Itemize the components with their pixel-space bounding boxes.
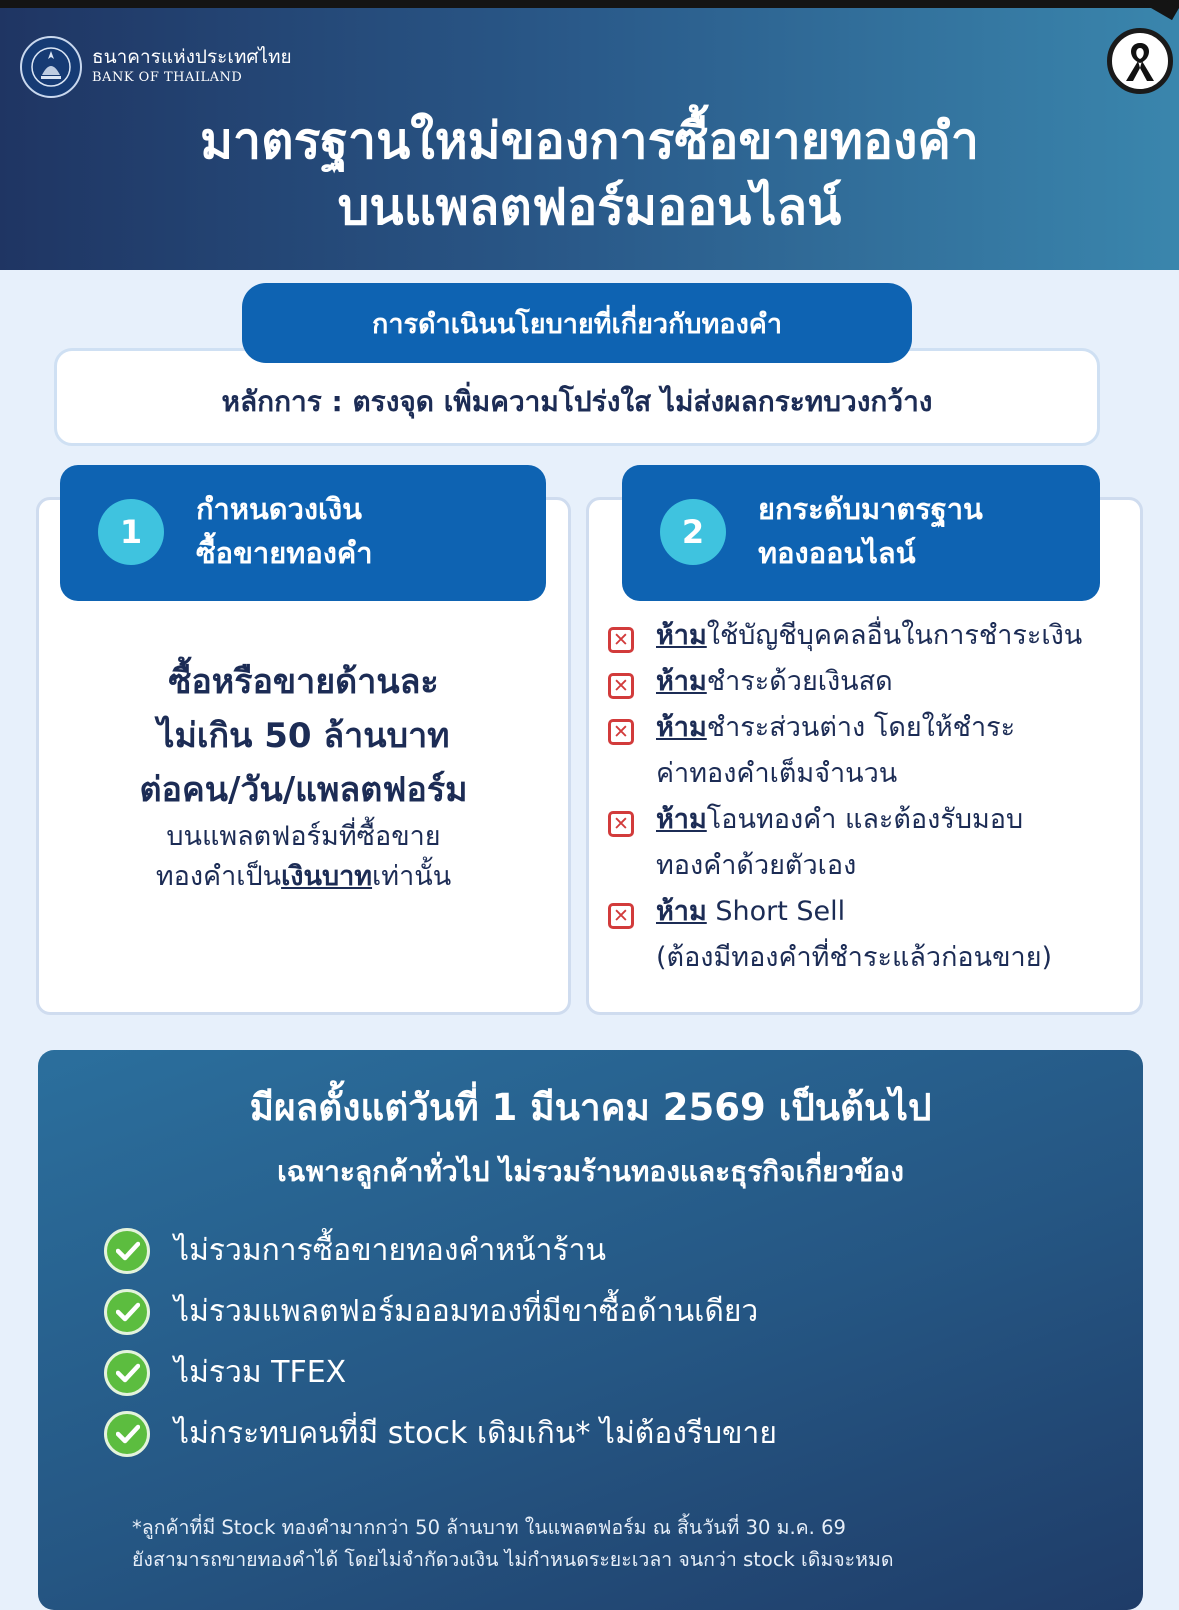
limit-description [36, 655, 571, 897]
limit-note-post: เท่านั้น [372, 861, 452, 892]
title-line-2: บนแพลตฟอร์มออนไลน์ [337, 178, 842, 236]
check-text: ไม่รวมแพลตฟอร์มออมทองที่มีขาซื้อด้านเดียว [174, 1294, 759, 1329]
limit-line-3: ต่อคน/วัน/แพลตฟอร์ม [139, 770, 468, 810]
bank-seal-icon [20, 36, 82, 98]
rules-list [606, 613, 1126, 981]
logo-thai-text: ธนาคารแห่งประเทศไทย [92, 46, 292, 68]
ban-word: ห้าม [656, 620, 707, 651]
limit-note-line-2 [36, 857, 571, 897]
list-item [104, 1411, 777, 1472]
number-badge-2: 2 [660, 499, 726, 565]
footnote [132, 1512, 893, 1576]
list-item [606, 889, 1126, 981]
list-item [104, 1289, 777, 1350]
card-standards-title-line-1: ยกระดับมาตรฐาน [758, 492, 983, 526]
limit-line-1: ซื้อหรือขายด้านละ [168, 662, 439, 702]
footnote-line-2: ยังสามารถขายทองคำได้ โดยไม่จำกัดวงเงิน ไม่กำหนดระยะเวลา จนกว่า stock เดิมจะหมด [132, 1548, 894, 1571]
card-standards-title-line-2: ทองออนไลน์ [758, 536, 916, 570]
effective-subtitle: เฉพาะลูกค้าทั่วไป ไม่รวมร้านทองและธุรกิจเกี่ยวข้อง [277, 1155, 904, 1188]
list-item [606, 797, 1126, 889]
list-item [606, 705, 1126, 797]
x-box-icon: ✕ [608, 673, 634, 699]
limit-line-2: ไม่เกิน 50 ล้านบาท [157, 716, 450, 756]
title-line-1: มาตรฐานใหม่ของการซื้อขายทองคำ [200, 112, 979, 170]
rule-text-cont: ทองคำด้วยตัวเอง [656, 850, 857, 881]
rule-text: ชำระด้วยเงินสด [706, 666, 893, 697]
ban-word: ห้าม [656, 896, 707, 927]
card-limit-title-line-1: กำหนดวงเงิน [196, 492, 362, 526]
black-ribbon-icon [1107, 28, 1173, 94]
policy-label: การดำเนินนโยบายที่เกี่ยวกับทองคำ [242, 283, 912, 363]
card-limit-title-line-2: ซื้อขายทองคำ [196, 536, 373, 570]
x-box-icon: ✕ [608, 903, 634, 929]
logo-english-text: BANK OF THAILAND [92, 70, 243, 85]
list-item [606, 613, 1126, 659]
ban-word: ห้าม [656, 666, 707, 697]
x-box-icon: ✕ [608, 811, 634, 837]
check-circle-icon [104, 1289, 150, 1335]
footnote-line-1: *ลูกค้าที่มี Stock ทองคำมากกว่า 50 ล้านบาท ในแพลตฟอร์ม ณ สิ้นวันที่ 30 ม.ค. 69 [132, 1516, 846, 1539]
check-circle-icon [104, 1411, 150, 1457]
exclusion-list [104, 1228, 777, 1472]
check-text: ไม่กระทบคนที่มี stock เดิมเกิน* ไม่ต้องรีบขาย [174, 1416, 777, 1451]
rule-text: ชำระส่วนต่าง โดยให้ชำระ [706, 712, 1016, 743]
principle-text: หลักการ : ตรงจุด เพิ่มความโปร่งใส ไม่ส่งผลกระทบวงกว้าง [54, 348, 1100, 446]
x-box-icon: ✕ [608, 719, 634, 745]
number-badge-1: 1 [98, 499, 164, 565]
header-banner [0, 8, 1179, 270]
card-standards-header [622, 465, 1100, 601]
rule-text: ใช้บัญชีบุคคลอื่นในการชำระเงิน [706, 620, 1083, 651]
check-text: ไม่รวม TFEX [174, 1355, 347, 1390]
page-title [0, 108, 1179, 240]
ban-word: ห้าม [656, 804, 707, 835]
card-standards-title [758, 487, 983, 575]
card-limit-header [60, 465, 546, 601]
check-text: ไม่รวมการซื้อขายทองคำหน้าร้าน [174, 1233, 606, 1268]
top-edge-bar [0, 0, 1179, 8]
limit-note-pre: ทองคำเป็น [155, 861, 282, 892]
effective-date-title: มีผลตั้งแต่วันที่ 1 มีนาคม 2569 เป็นต้นไป [249, 1086, 932, 1129]
limit-note-baht: เงินบาท [281, 861, 373, 892]
effective-panel [38, 1050, 1143, 1610]
list-item [606, 659, 1126, 705]
check-circle-icon [104, 1228, 150, 1274]
card-limit-title [196, 487, 373, 575]
rule-text: โอนทองคำ และต้องรับมอบ [706, 804, 1024, 835]
bank-logo [20, 36, 350, 96]
rule-text-cont: (ต้องมีทองคำที่ชำระแล้วก่อนขาย) [656, 942, 1053, 973]
x-box-icon: ✕ [608, 627, 634, 653]
list-item [104, 1350, 777, 1411]
list-item [104, 1228, 777, 1289]
rule-text-cont: ค่าทองคำเต็มจำนวน [656, 758, 898, 789]
ban-word: ห้าม [656, 712, 707, 743]
rule-text: Short Sell [706, 896, 846, 927]
check-circle-icon [104, 1350, 150, 1396]
limit-note-line-1: บนแพลตฟอร์มที่ซื้อขาย [166, 821, 441, 852]
